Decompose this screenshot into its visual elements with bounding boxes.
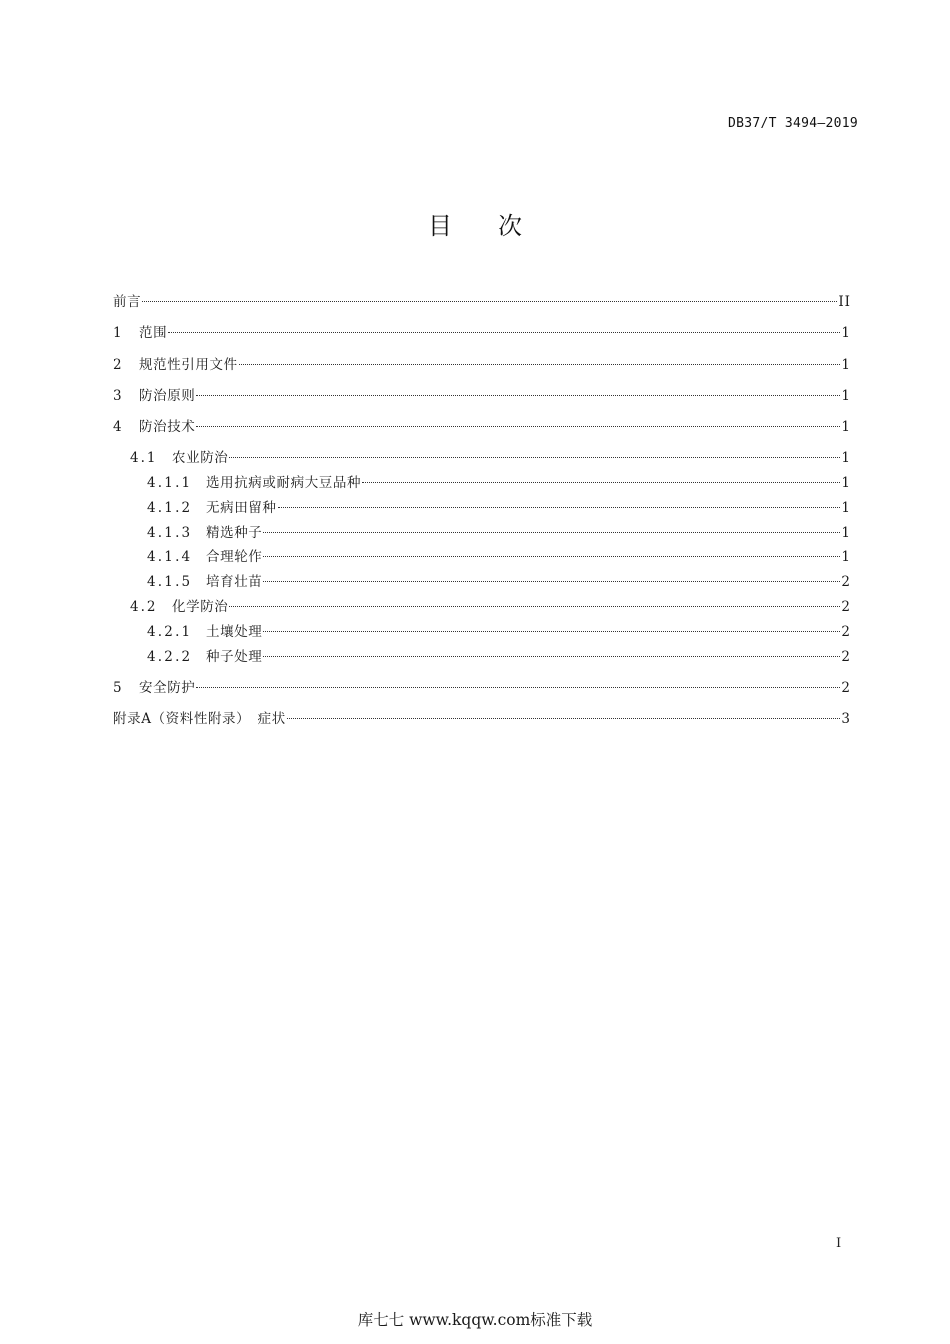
toc-entry-page: 1 [841,475,851,491]
page-number: I [836,1236,842,1251]
toc-entry-text: 合理轮作 [206,549,263,565]
toc-entry-seedling-cultivation[interactable] [147,568,851,590]
toc-entry-seed-selection[interactable] [147,519,851,541]
toc-leader-dots [287,705,841,723]
toc-entry-page: 2 [841,624,851,640]
toc-entry-principles[interactable] [113,382,851,404]
toc-entry-page: 2 [841,574,851,590]
toc-entry-soil-treatment[interactable] [147,618,851,640]
toc-entry-text: 防治原则 [139,388,196,404]
toc-leader-dots [278,494,841,512]
toc-entry-number: 4.2.2 [147,649,193,665]
toc-leader-dots [142,288,837,306]
toc-entry-chemical-control[interactable] [130,593,851,615]
toc-entry-number: 4.1.2 [147,500,193,516]
toc-entry-number: 2 [113,357,123,373]
toc-entry-text: 化学防治 [172,599,229,615]
toc-entry-text: 农业防治 [172,450,229,466]
document-code: DB37/T 3494—2019 [727,116,858,131]
toc-entry-text: 种子处理 [206,649,263,665]
toc-leader-dots [168,319,840,337]
toc-leader-dots [263,543,840,561]
toc-entry-foreword[interactable] [113,288,851,310]
toc-leader-dots [239,351,841,369]
toc-entry-page: 1 [841,388,851,404]
toc-entry-number: 4.1.1 [147,475,193,491]
toc-entry-page: 3 [841,711,851,727]
toc-entry-resistant-varieties[interactable] [147,469,851,491]
toc-entry-page: 1 [841,549,851,565]
toc-entry-agricultural-control[interactable] [130,444,851,466]
toc-entry-text: 附录A（资料性附录） 症状 [113,711,286,727]
toc-entry-number: 4.1.5 [147,574,193,590]
page-title: 目次 [428,212,568,240]
toc-entry-page: 1 [841,419,851,435]
toc-entry-safety-protection[interactable] [113,674,851,696]
toc-entry-number: 4.1.3 [147,525,193,541]
toc-leader-dots [196,382,840,400]
toc-leader-dots [263,519,840,537]
toc-leader-dots [362,469,840,487]
toc-entry-text: 规范性引用文件 [139,357,238,373]
toc-entry-number: 5 [113,680,123,696]
toc-entry-number: 1 [113,325,123,341]
toc-entry-text: 安全防护 [139,680,196,696]
toc-entry-page: 1 [841,525,851,541]
toc-entry-normative-references[interactable] [113,351,851,373]
toc-leader-dots [263,568,840,586]
toc-entry-text: 前言 [113,294,142,310]
toc-entry-text: 防治技术 [139,419,196,435]
toc-entry-number: 3 [113,388,123,404]
toc-entry-number: 4.1.4 [147,549,193,565]
toc-leader-dots [229,593,840,611]
toc-entry-page: 1 [841,500,851,516]
toc-entry-page: 2 [841,599,851,615]
toc-entry-appendix-a[interactable] [113,705,851,727]
toc-leader-dots [263,618,840,636]
toc-entry-text: 范围 [139,325,168,341]
toc-entry-text: 选用抗病或耐病大豆品种 [206,475,362,491]
toc-entry-scope[interactable] [113,319,851,341]
toc-entry-number: 4.2.1 [147,624,193,640]
toc-entry-page: II [838,294,851,310]
toc-entry-text: 土壤处理 [206,624,263,640]
toc-entry-page: 2 [841,680,851,696]
toc-entry-number: 4.2 [130,599,158,615]
toc-entry-page: 1 [841,450,851,466]
watermark-footer: 库七七 www.kqqw.com标准下载 [357,1311,593,1329]
toc-entry-text: 无病田留种 [206,500,277,516]
toc-entry-crop-rotation[interactable] [147,543,851,565]
toc-entry-text: 精选种子 [206,525,263,541]
toc-entry-page: 2 [841,649,851,665]
toc-entry-text: 培育壮苗 [206,574,263,590]
toc-leader-dots [196,413,840,431]
toc-entry-page: 1 [841,357,851,373]
toc-entry-page: 1 [841,325,851,341]
toc-leader-dots [229,444,840,462]
toc-entry-seed-treatment[interactable] [147,643,851,665]
toc-entry-number: 4.1 [130,450,158,466]
toc-leader-dots [196,674,840,692]
toc-entry-techniques[interactable] [113,413,851,435]
toc-leader-dots [263,643,840,661]
toc-entry-number: 4 [113,419,123,435]
toc-entry-disease-free-seed[interactable] [147,494,851,516]
